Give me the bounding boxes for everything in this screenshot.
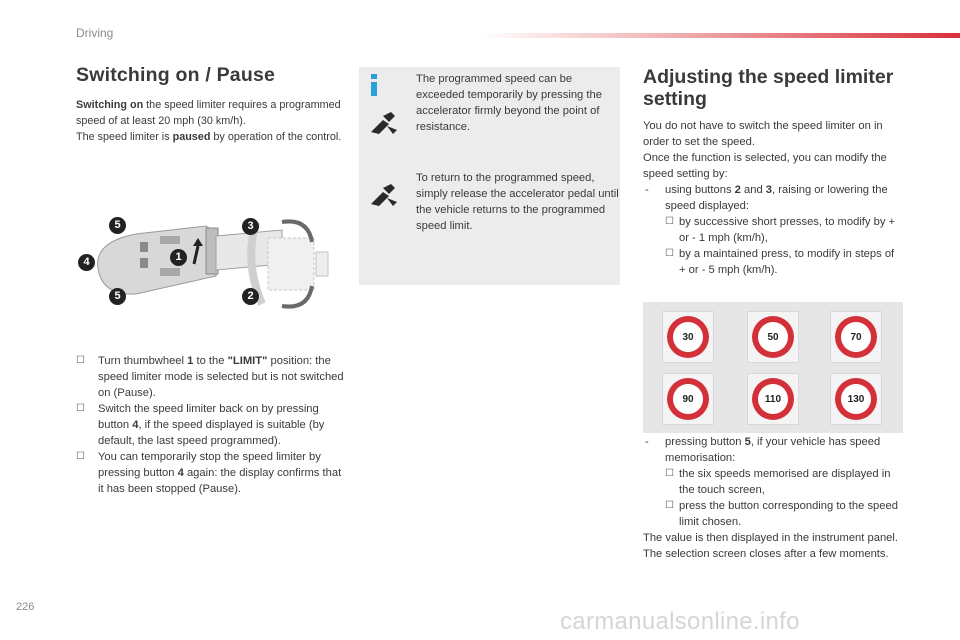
instruction-bold: 4: [177, 467, 184, 479]
checkbox-bullet-icon: ☐: [665, 216, 674, 227]
speed-value: 110: [758, 384, 788, 414]
speed-limit-sign-icon: [835, 316, 877, 358]
speed-value: 30: [673, 322, 703, 352]
adjust-bold: 5: [744, 436, 751, 448]
dash-bullet: -: [645, 184, 649, 196]
speed-limit-sign-icon: [667, 378, 709, 420]
adjust-item-buttons: [643, 182, 903, 214]
callout-1: 1: [170, 249, 187, 266]
adjust-bold: 3: [765, 184, 773, 196]
checkbox-bullet-icon: ☐: [76, 355, 85, 366]
callout-2: 2: [242, 288, 259, 305]
adjusting-instructions: [643, 118, 903, 278]
adjust-text: and: [740, 184, 766, 196]
memorisation-instructions: [643, 434, 903, 562]
info-paragraph-exceed: The programmed speed can be exceeded temporarily by pressing the accelerator firmly beyond the point of resistance.: [416, 73, 602, 133]
adjust-paragraph: Once the function is selected, you can modify the speed setting by:: [643, 152, 887, 180]
intro-pause-bold: paused: [172, 131, 211, 143]
speed-limit-sign-icon: [667, 316, 709, 358]
instruction-text: again: the display confirms that it has been stopped (Pause).: [98, 467, 342, 495]
checkbox-bullet-icon: ☐: [665, 468, 674, 479]
adjust-subitem: [643, 498, 903, 530]
adjust-subtext: the six speeds memorised are displayed in the touch screen,: [679, 468, 891, 496]
speed-value: 130: [841, 384, 871, 414]
header-accent-bar: [480, 33, 960, 38]
instruction-item: [76, 353, 346, 401]
adjust-paragraph: You do not have to switch the speed limiter on in order to set the speed.: [643, 120, 883, 148]
instruction-bold: 4: [132, 419, 139, 431]
callout-3: 3: [242, 218, 259, 235]
speed-limit-sign-icon: [752, 378, 794, 420]
watermark: carmanualsonline.info: [560, 608, 800, 635]
adjust-paragraph: The value is then displayed in the instrument panel.: [643, 532, 898, 544]
callout-4: 4: [78, 254, 95, 271]
section-title-adjusting: Adjusting the speed limiter setting: [643, 66, 894, 110]
checkbox-bullet-icon: ☐: [665, 248, 674, 259]
instruction-text: position: the speed limiter mode is selected but is not switched on (Pause).: [98, 355, 344, 399]
accelerator-foot-icon: [369, 110, 399, 141]
page-number: 226: [16, 601, 35, 613]
adjust-bold: 2: [734, 184, 741, 196]
dash-bullet: -: [645, 436, 649, 448]
adjust-text: , if your vehicle has speed memorisation:: [665, 436, 881, 464]
adjust-subitem: [643, 214, 903, 246]
instruction-item: [76, 401, 346, 449]
callout-5-top: 5: [109, 217, 126, 234]
section-title-switching: Switching on / Pause: [76, 64, 276, 86]
speed-limit-sign-icon: [835, 378, 877, 420]
speed-limit-sign-icon: [752, 316, 794, 358]
instruction-text: You can temporarily stop the speed limiter by pressing button: [98, 451, 321, 479]
speed-sign-button[interactable]: [830, 311, 882, 363]
intro-lead-rest: the speed limiter requires a programmed speed of at least 20 mph (30 km/h).: [76, 99, 341, 127]
speed-value: 50: [758, 322, 788, 352]
checkbox-bullet-icon: ☐: [665, 500, 674, 511]
adjust-text: using buttons: [665, 184, 735, 196]
memorised-speeds-screen: [643, 302, 903, 433]
switching-instructions-list: [76, 353, 346, 497]
adjust-text: , raising or lowering the speed displayed:: [665, 184, 888, 212]
adjust-subitem: [643, 466, 903, 498]
accelerator-release-foot-icon: [369, 182, 399, 213]
intro-pause-pre: The speed limiter is: [76, 131, 173, 143]
checkbox-bullet-icon: ☐: [76, 403, 85, 414]
instruction-item: [76, 449, 346, 497]
speed-sign-button[interactable]: [830, 373, 882, 425]
section-header: Driving: [76, 26, 114, 40]
info-paragraph-return: To return to the programmed speed, simply release the accelerator pedal until the vehicle returns to the programmed speed limit.: [416, 172, 619, 232]
adjust-text: pressing button: [665, 436, 745, 448]
instruction-bold: "LIMIT": [227, 355, 268, 367]
adjust-subitem: [643, 246, 903, 278]
adjust-paragraph: The selection screen closes after a few moments.: [643, 548, 889, 560]
speed-value: 70: [841, 322, 871, 352]
intro-pause-post: by operation of the control.: [210, 131, 342, 143]
info-icon: [368, 74, 382, 96]
adjust-subtext: press the button corresponding to the speed limit chosen.: [679, 500, 898, 528]
speed-sign-button[interactable]: [662, 373, 714, 425]
adjust-subtext: by a maintained press, to modify in steps of + or - 5 mph (km/h).: [679, 248, 895, 276]
speed-sign-button[interactable]: [747, 373, 799, 425]
checkbox-bullet-icon: ☐: [76, 451, 85, 462]
speed-value: 90: [673, 384, 703, 414]
stalk-control-diagram: [76, 212, 346, 312]
adjust-subtext: by successive short presses, to modify by + or - 1 mph (km/h),: [679, 216, 896, 244]
callout-5-bottom: 5: [109, 288, 126, 305]
speed-sign-button[interactable]: [662, 311, 714, 363]
instruction-bold: 1: [187, 355, 194, 367]
instruction-text: Turn thumbwheel: [98, 355, 188, 367]
intro-lead-bold: Switching on: [76, 99, 144, 111]
intro-paragraph: [76, 97, 346, 145]
instruction-text: to the: [193, 355, 228, 367]
adjust-item-memorisation: [643, 434, 903, 466]
instruction-text: , if the speed displayed is suitable (by default, the last speed programmed).: [98, 419, 325, 447]
speed-sign-button[interactable]: [747, 311, 799, 363]
instruction-text: Switch the speed limiter back on by pressing button: [98, 403, 319, 431]
